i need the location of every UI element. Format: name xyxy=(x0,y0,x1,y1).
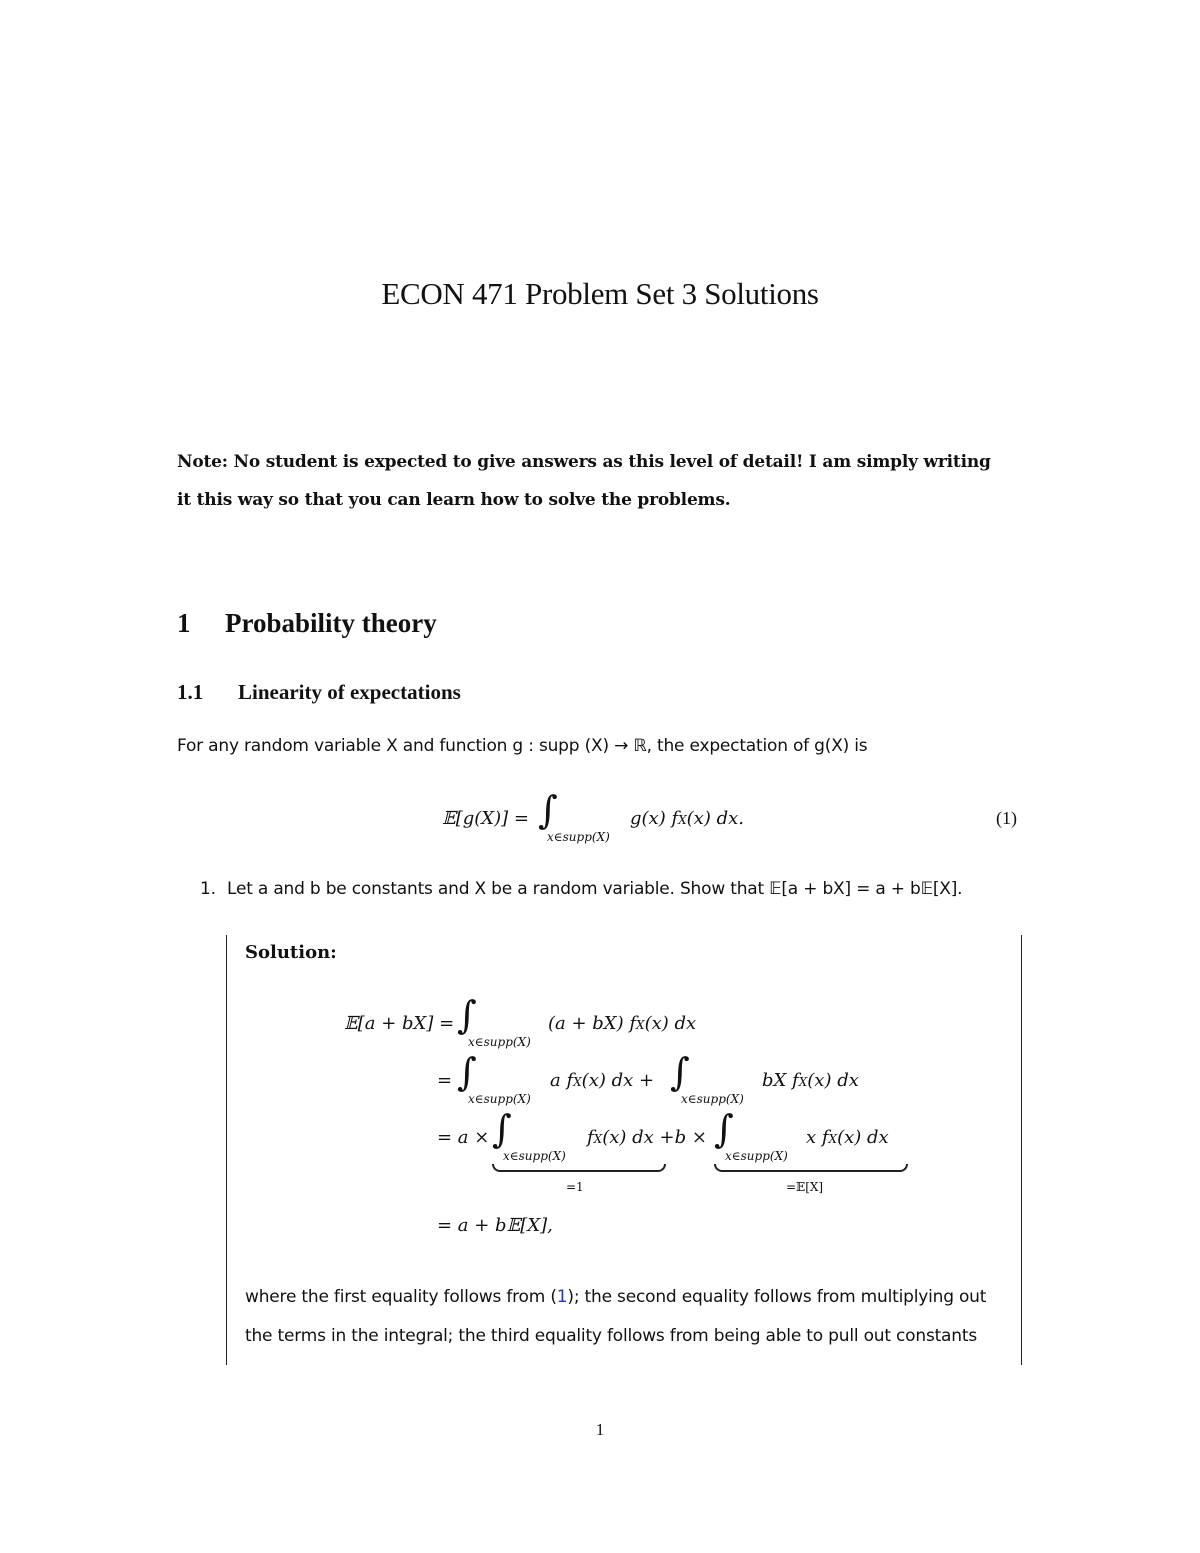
underbrace-2-label: =𝔼[X] xyxy=(786,1180,824,1194)
solution-label: Solution: xyxy=(245,942,337,963)
sol-line1-integral: ∫ xyxy=(457,993,477,1037)
subsection-title: Linearity of expectations xyxy=(238,680,461,704)
sol-line2-eq: = xyxy=(437,1070,453,1091)
underbrace-1 xyxy=(492,1164,666,1172)
sol-line4: = a + b𝔼[X], xyxy=(437,1215,553,1236)
note-line-2: it this way so that you can learn how to solve the problems. xyxy=(177,490,731,510)
underbrace-1-label: =1 xyxy=(566,1180,584,1194)
section-heading xyxy=(177,608,437,639)
solution-box-right-border xyxy=(1021,935,1022,1365)
sol-line1-subscript: x∈supp(X) xyxy=(468,1035,531,1049)
eq1-integral: ∫ xyxy=(538,788,558,832)
sol-line3-a: = a × xyxy=(437,1127,490,1148)
sol-line1-lhs: 𝔼[a + bX] = xyxy=(344,1013,455,1034)
sol-line2-part2: bX fX(x) dx xyxy=(762,1070,859,1091)
item-1-text: Let a and b be constants and X be a random variable. Show that 𝔼[a + bX] = a + b𝔼[X]. xyxy=(227,879,963,899)
sol-line3-integral-a: ∫ xyxy=(492,1107,512,1151)
subsection-number: 1.1 xyxy=(177,680,204,704)
sol-line1-rhs: (a + bX) fX(x) dx xyxy=(548,1013,697,1034)
sol-line3-mid: fX(x) dx +b × xyxy=(587,1127,707,1148)
sol-line2-subscript-b: x∈supp(X) xyxy=(681,1092,744,1106)
sol-line3-subscript-b: x∈supp(X) xyxy=(725,1149,788,1163)
eq1-subscript: x∈supp(X) xyxy=(547,830,610,844)
sol-line2-part1: a fX(x) dx + xyxy=(550,1070,655,1091)
sol-line2-integral-a: ∫ xyxy=(457,1050,477,1094)
underbrace-2 xyxy=(714,1164,908,1172)
note-line-1: Note: No student is expected to give answers as this level of detail! I am simply writing xyxy=(177,452,991,472)
eq1-number: (1) xyxy=(996,808,1017,828)
eq1-rhs: g(x) fX(x) dx. xyxy=(630,808,744,829)
section-title: Probability theory xyxy=(225,608,437,638)
section-number: 1 xyxy=(177,608,191,638)
sol-line3-subscript-a: x∈supp(X) xyxy=(503,1149,566,1163)
solution-box-left-border xyxy=(226,935,227,1365)
page-number: 1 xyxy=(595,1420,605,1439)
document-title: ECON 471 Problem Set 3 Solutions xyxy=(381,276,819,311)
solution-explanation-line-1: where the first equality follows from (1); the second equality follows from multiplying out xyxy=(245,1287,987,1307)
solution-explanation-line-2: the terms in the integral; the third equality follows from being able to pull out constants xyxy=(245,1326,977,1346)
item-1-marker: 1. xyxy=(200,879,216,899)
sol-line2-subscript-a: x∈supp(X) xyxy=(468,1092,531,1106)
sol-line3-right: x fX(x) dx xyxy=(806,1127,889,1148)
sol-line3-integral-b: ∫ xyxy=(714,1107,734,1151)
eq1-lhs: 𝔼[g(X)] = xyxy=(442,808,529,829)
sol-line2-integral-b: ∫ xyxy=(670,1050,690,1094)
subsection-heading xyxy=(177,680,461,705)
equation-1-reference-link[interactable]: 1 xyxy=(556,1287,568,1307)
intro-paragraph: For any random variable X and function g : supp (X) → ℝ, the expectation of g(X) is xyxy=(177,736,868,756)
